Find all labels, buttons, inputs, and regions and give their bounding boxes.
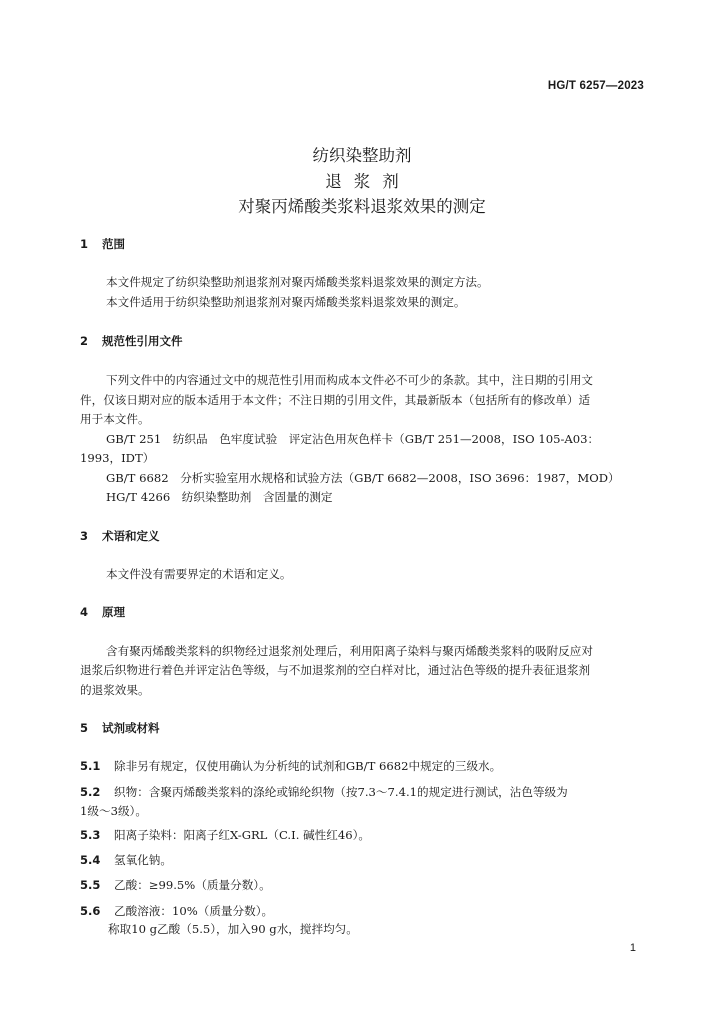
reference-hgt-4266: HG/T 4266 纺织染整助剂 含固量的测定 [106, 490, 333, 504]
section-number: 2 [80, 334, 89, 348]
clause-text: 除非另有规定，仅使用确认为分析纯的试剂和GB/T 6682中规定的三级水。 [114, 759, 502, 773]
standard-code: HG/T 6257—2023 [547, 80, 644, 92]
clause-text: 阳离子染料：阳离子红X-GRL（C.I. 碱性红46）。 [114, 828, 370, 842]
clause-number: 5.3 [80, 828, 101, 842]
section-1-paragraph-1: 本文件规定了纺织染整助剂退浆剂对聚丙烯酸类浆料退浆效果的测定方法。 [106, 275, 489, 289]
clause-text: 乙酸：≥99.5%（质量分数）。 [114, 878, 271, 892]
title-line-1: 纺织染整助剂 [312, 146, 412, 165]
clause-text: 乙酸溶液：10%（质量分数）。 [114, 904, 274, 918]
page-number: 1 [629, 942, 636, 954]
section-title: 规范性引用文件 [102, 334, 183, 348]
clause-5-6 [80, 903, 273, 919]
section-4-line-1: 含有聚丙烯酸类浆料的织物经过退浆剂处理后，利用阳离子染料与聚丙烯酸类浆料的吸附反应对 [106, 644, 593, 658]
reference-gbt-6682: GB/T 6682 分析实验室用水规格和试验方法（GB/T 6682—2008，ISO 3696：1987，MOD） [106, 471, 620, 485]
clause-5-5 [80, 877, 271, 893]
section-title: 试剂或材料 [102, 721, 160, 735]
title-line-2: 退浆剂 [325, 171, 411, 191]
clause-number: 5.4 [80, 853, 101, 867]
clause-5-2-line-2: 1级～3级）。 [80, 804, 147, 818]
title-line-3: 对聚丙烯酸类浆料退浆效果的测定 [238, 197, 486, 216]
clause-5-6-line-2: 称取10 g乙酸（5.5），加入90 g水，搅拌均匀。 [108, 922, 358, 936]
clause-number: 5.2 [80, 785, 101, 799]
section-1-heading [80, 236, 125, 252]
section-5-heading [80, 720, 160, 736]
clause-number: 5.1 [80, 759, 101, 773]
section-title: 原理 [102, 605, 125, 619]
clause-text: 织物：含聚丙烯酸类浆料的涤纶或锦纶织物（按7.3～7.4.1的规定进行测试，沾色等级为 [114, 785, 568, 799]
section-3-paragraph: 本文件没有需要界定的术语和定义。 [106, 567, 292, 581]
clause-5-3 [80, 827, 370, 843]
clause-5-2 [80, 784, 568, 800]
clause-number: 5.5 [80, 878, 101, 892]
section-number: 1 [80, 237, 89, 251]
section-4-line-3: 的退浆效果。 [80, 683, 150, 697]
reference-gbt-251-line-2: 1993，IDT） [80, 451, 155, 465]
section-2-heading [80, 333, 183, 349]
document-title [0, 143, 724, 220]
section-number: 4 [80, 605, 89, 619]
section-2-paragraph-line-2: 件，仅该日期对应的版本适用于本文件；不注日期的引用文件，其最新版本（包括所有的修改单）适 [80, 393, 591, 407]
clause-5-1 [80, 758, 501, 774]
section-4-line-2: 退浆后织物进行着色并评定沾色等级，与不加退浆剂的空白样对比，通过沾色等级的提升表征退浆剂 [80, 663, 591, 677]
section-3-heading [80, 528, 160, 544]
section-4-heading [80, 604, 125, 620]
section-number: 3 [80, 529, 89, 543]
reference-gbt-251-line-1: GB/T 251 纺织品 色牢度试验 评定沾色用灰色样卡（GB/T 251—2008，ISO 105-A03： [106, 432, 600, 446]
section-1-paragraph-2: 本文件适用于纺织染整助剂退浆剂对聚丙烯酸类浆料退浆效果的测定。 [106, 295, 466, 309]
clause-number: 5.6 [80, 904, 101, 918]
clause-5-4 [80, 852, 172, 868]
section-title: 范围 [102, 237, 125, 251]
section-number: 5 [80, 721, 89, 735]
section-2-paragraph-line-1: 下列文件中的内容通过文中的规范性引用而构成本文件必不可少的条款。其中，注日期的引用文 [106, 373, 593, 387]
section-2-paragraph-line-3: 用于本文件。 [80, 412, 150, 426]
section-title: 术语和定义 [102, 529, 160, 543]
clause-text: 氢氧化钠。 [114, 853, 172, 867]
